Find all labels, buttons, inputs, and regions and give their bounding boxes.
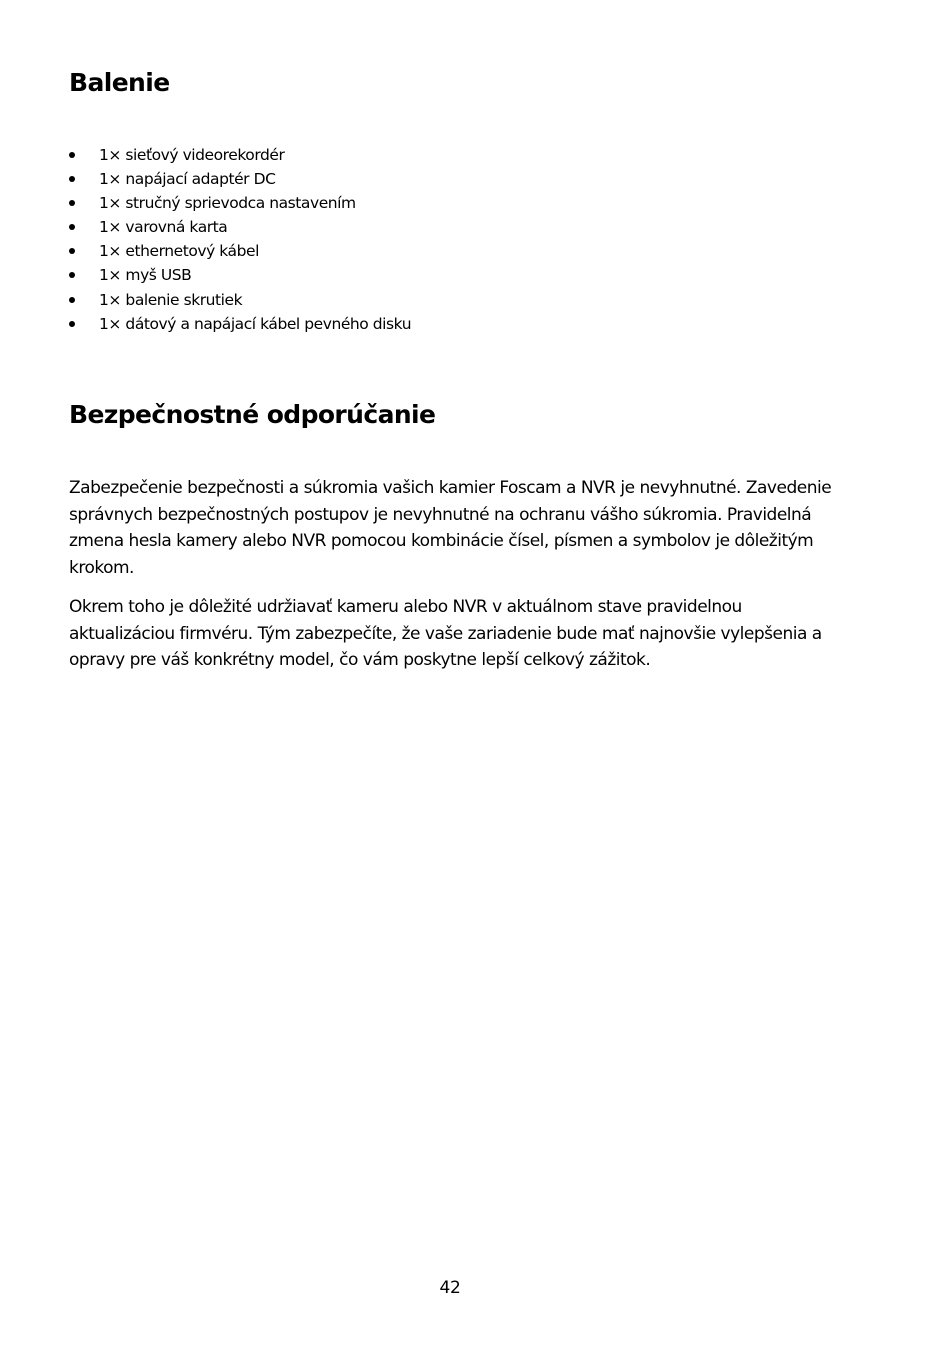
security-paragraph: Okrem toho je dôležité udržiavať kameru alebo NVR v aktuálnom stave pravidelnou aktualizáciou firmvéru. Tým zabezpečíte, že vaše zariadenie bude mať najnovšie vylepšenia a opravy pre váš konkrétny model, čo vám poskytne lepší celkový zážitok.: [69, 597, 822, 670]
bullet-icon: [69, 297, 75, 303]
list-item-text: 1× napájací adaptér DC: [99, 170, 276, 189]
bullet-icon: [69, 152, 75, 158]
bullet-icon: [69, 272, 75, 278]
section-heading-security: Bezpečnostné odporúčanie: [69, 400, 436, 429]
section-heading-package: Balenie: [69, 68, 170, 97]
list-item-text: 1× varovná karta: [99, 218, 228, 237]
bullet-icon: [69, 200, 75, 206]
bullet-icon: [69, 321, 75, 327]
list-item-text: 1× ethernetový kábel: [99, 242, 259, 261]
list-item-text: 1× stručný sprievodca nastavením: [99, 194, 356, 213]
security-paragraph: Zabezpečenie bezpečnosti a súkromia vašich kamier Foscam a NVR je nevyhnutné. Zavedenie správnych bezpečnostných postupov je nevyhnutné na ochranu vášho súkromia. Pravidelná zmena hesla kamery alebo NVR pomocou kombinácie čísel, písmen a symbolov je dôležitým krokom.: [69, 478, 832, 578]
bullet-icon: [69, 176, 75, 182]
page-number: 42: [439, 1278, 461, 1298]
bullet-icon: [69, 248, 75, 254]
list-item-text: 1× dátový a napájací kábel pevného disku: [99, 314, 412, 333]
list-item-text: 1× balenie skrutiek: [99, 290, 243, 309]
bullet-icon: [69, 224, 75, 230]
list-item-text: 1× sieťový videorekordér: [99, 146, 285, 164]
list-item-text: 1× myš USB: [99, 266, 192, 285]
